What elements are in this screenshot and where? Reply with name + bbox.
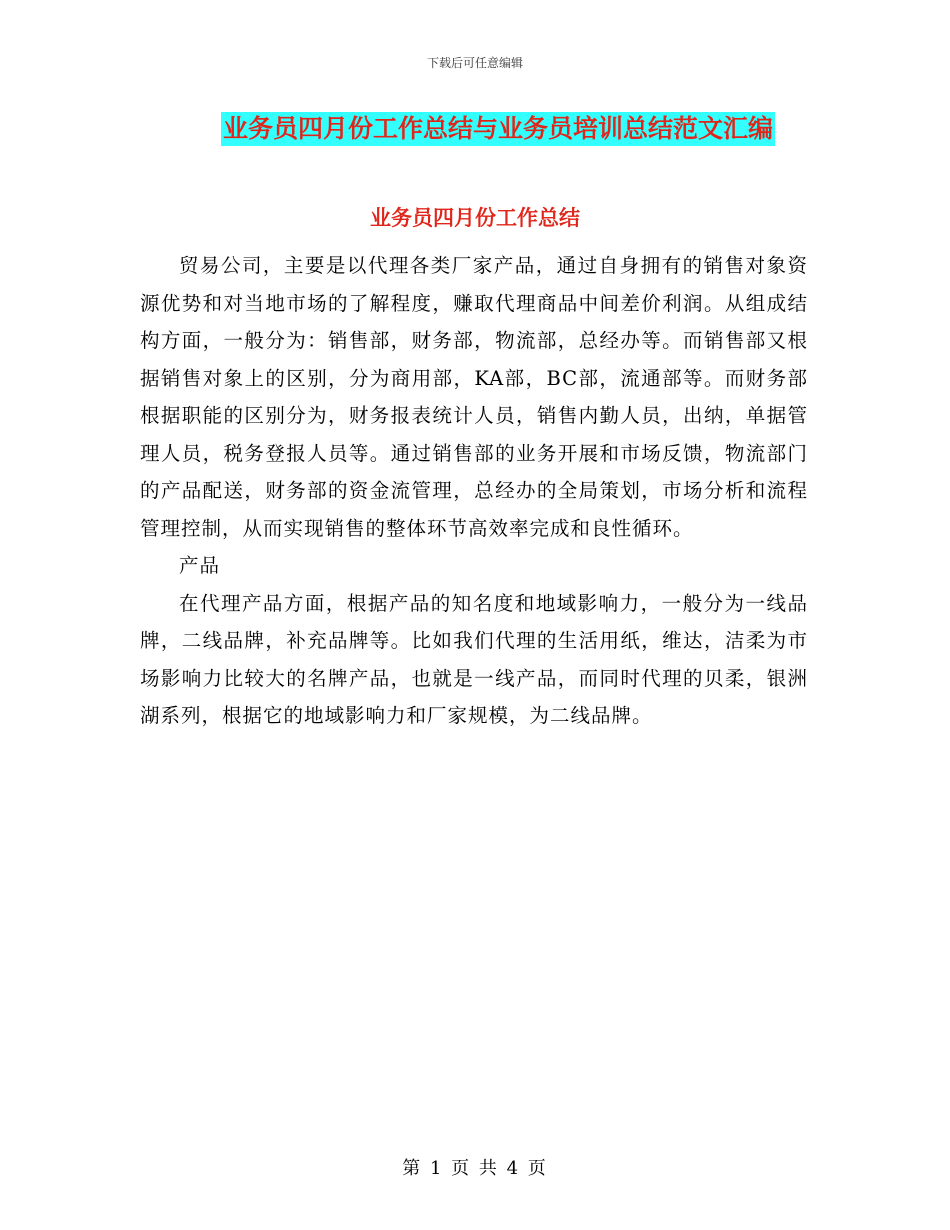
document-title-container (0, 112, 950, 146)
page-header-note: 下载后可任意编辑 (426, 56, 523, 70)
document-title: 业务员四月份工作总结与业务员培训总结范文汇编 (221, 112, 775, 146)
page-number-footer: 第 1 页 共 4 页 (402, 1158, 548, 1179)
body-paragraph-2: 产品 (179, 554, 221, 577)
document-body (140, 247, 808, 735)
body-paragraph-3: 在代理产品方面，根据产品的知名度和地域影响力，一般分为一线品牌，二线品牌，补充品牌等。比如我们代理的生活用纸，维达，洁柔为市场影响力比较大的名牌产品，也就是一线产品，而同时代理的贝柔，银洲湖系列，根据它的地域影响力和厂家规模，为二线品牌。 (140, 591, 808, 727)
section-title: 业务员四月份工作总结 (370, 206, 580, 230)
body-paragraph-1: 贸易公司，主要是以代理各类厂家产品，通过自身拥有的销售对象资源优势和对当地市场的了解程度，赚取代理商品中间差价利润。从组成结构方面，一般分为：销售部，财务部，物流部，总经办等。而销售部又根据销售对象上的区别，分为商用部，KA部，BC部，流通部等。而财务部根据职能的区别分为，财务报表统计人员，销售内勤人员，出纳，单据管理人员，税务登报人员等。通过销售部的业务开展和市场反馈，物流部门的产品配送，财务部的资金流管理，总经办的全局策划，市场分析和流程管理控制，从而实现销售的整体环节高效率完成和良性循环。 (140, 254, 808, 540)
